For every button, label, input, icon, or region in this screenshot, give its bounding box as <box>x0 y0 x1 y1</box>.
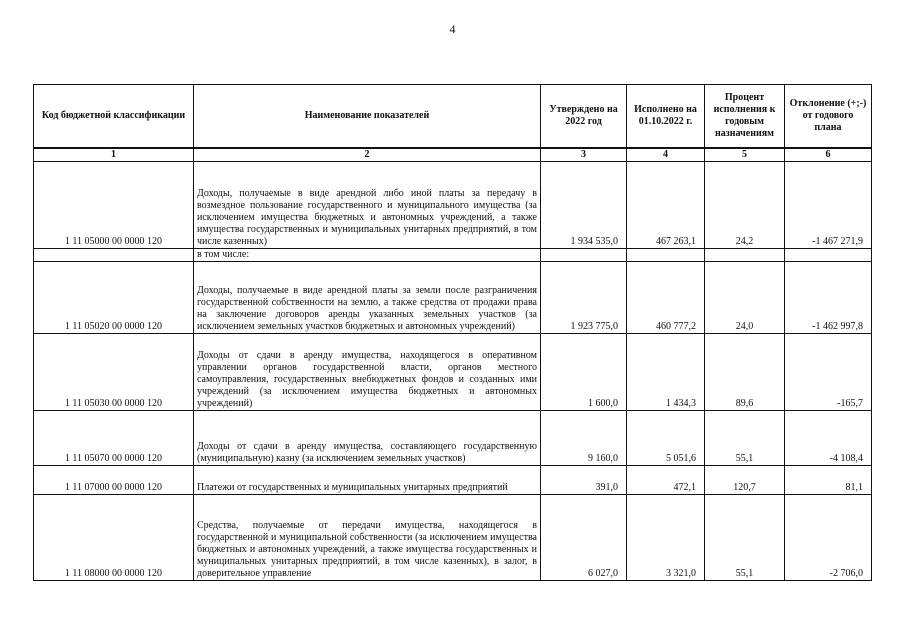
indicator-name: Средства, получаемые от передачи имущества, находящегося в государственной и муниципальной собственности (за исключением имущества бюджетных и автономных учреждений, а также имущества государственных и муниципальных унитарных предприятий, в том числе казенных), в залог, в доверительное управление <box>194 494 541 580</box>
approved-value: 9 160,0 <box>541 410 627 465</box>
header-approved: Утверждено на 2022 год <box>541 85 627 148</box>
percent-value: 24,0 <box>705 261 785 333</box>
table-row <box>34 261 872 333</box>
executed-value: 3 321,0 <box>627 494 705 580</box>
column-number-row <box>34 148 872 162</box>
column-number: 4 <box>627 148 705 162</box>
header-executed: Исполнено на 01.10.2022 г. <box>627 85 705 148</box>
table-row <box>34 248 872 261</box>
column-number: 3 <box>541 148 627 162</box>
indicator-name: Доходы от сдачи в аренду имущества, находящегося в оперативном управлении органов государственной власти, органов местного самоуправления, государственных внебюджетных фондов и созданных ими учреждений (за исключением имущества бюджетных и автономных учреждений) <box>194 333 541 410</box>
executed-value <box>627 248 705 261</box>
table-row <box>34 333 872 410</box>
indicator-name: Платежи от государственных и муниципальных унитарных предприятий <box>194 465 541 494</box>
budget-code: 1 11 05070 00 0000 120 <box>34 410 194 465</box>
approved-value: 6 027,0 <box>541 494 627 580</box>
table-row <box>34 465 872 494</box>
budget-code: 1 11 05030 00 0000 120 <box>34 333 194 410</box>
approved-value: 1 600,0 <box>541 333 627 410</box>
budget-code: 1 11 05000 00 0000 120 <box>34 161 194 248</box>
header-code: Код бюджетной классификации <box>34 85 194 148</box>
column-number: 5 <box>705 148 785 162</box>
table-row <box>34 494 872 580</box>
page-number: 4 <box>449 22 456 36</box>
indicator-name: Доходы, получаемые в виде арендной либо иной платы за передачу в возмездное пользование государственного и муниципального имущества (за исключением имущества бюджетных и автономных учреждений, а также имущества государственных и муниципальных унитарных предприятий, в том числе казенных) <box>194 161 541 248</box>
budget-table <box>33 84 872 581</box>
executed-value: 472,1 <box>627 465 705 494</box>
header-deviation: Отклонение (+;-) от годового плана <box>785 85 872 148</box>
budget-code: 1 11 08000 00 0000 120 <box>34 494 194 580</box>
approved-value <box>541 248 627 261</box>
header-name: Наименование показателей <box>194 85 541 148</box>
executed-value: 1 434,3 <box>627 333 705 410</box>
column-number: 1 <box>34 148 194 162</box>
approved-value: 1 934 535,0 <box>541 161 627 248</box>
executed-value: 460 777,2 <box>627 261 705 333</box>
percent-value: 55,1 <box>705 494 785 580</box>
approved-value: 1 923 775,0 <box>541 261 627 333</box>
table-row <box>34 161 872 248</box>
percent-value: 24,2 <box>705 161 785 248</box>
deviation-value: -165,7 <box>785 333 872 410</box>
percent-value: 55,1 <box>705 410 785 465</box>
percent-value: 89,6 <box>705 333 785 410</box>
executed-value: 5 051,6 <box>627 410 705 465</box>
deviation-value: -4 108,4 <box>785 410 872 465</box>
deviation-value: 81,1 <box>785 465 872 494</box>
table-row <box>34 410 872 465</box>
indicator-name: в том числе: <box>194 248 541 261</box>
deviation-value: -1 462 997,8 <box>785 261 872 333</box>
percent-value: 120,7 <box>705 465 785 494</box>
budget-code <box>34 248 194 261</box>
indicator-name: Доходы от сдачи в аренду имущества, составляющего государственную (муниципальную) казну (за исключением земельных участков) <box>194 410 541 465</box>
column-number: 2 <box>194 148 541 162</box>
deviation-value <box>785 248 872 261</box>
deviation-value: -1 467 271,9 <box>785 161 872 248</box>
percent-value <box>705 248 785 261</box>
header-percent: Процент исполнения к годовым назначениям <box>705 85 785 148</box>
deviation-value: -2 706,0 <box>785 494 872 580</box>
budget-code: 1 11 07000 00 0000 120 <box>34 465 194 494</box>
column-number: 6 <box>785 148 872 162</box>
executed-value: 467 263,1 <box>627 161 705 248</box>
approved-value: 391,0 <box>541 465 627 494</box>
budget-code: 1 11 05020 00 0000 120 <box>34 261 194 333</box>
header-row <box>34 85 872 148</box>
indicator-name: Доходы, получаемые в виде арендной платы за земли после разграничения государственной собственности на землю, а также средства от продажи права на заключение договоров аренды указанных земельных участков (за исключением земельных участков бюджетных и автономных учреждений) <box>194 261 541 333</box>
